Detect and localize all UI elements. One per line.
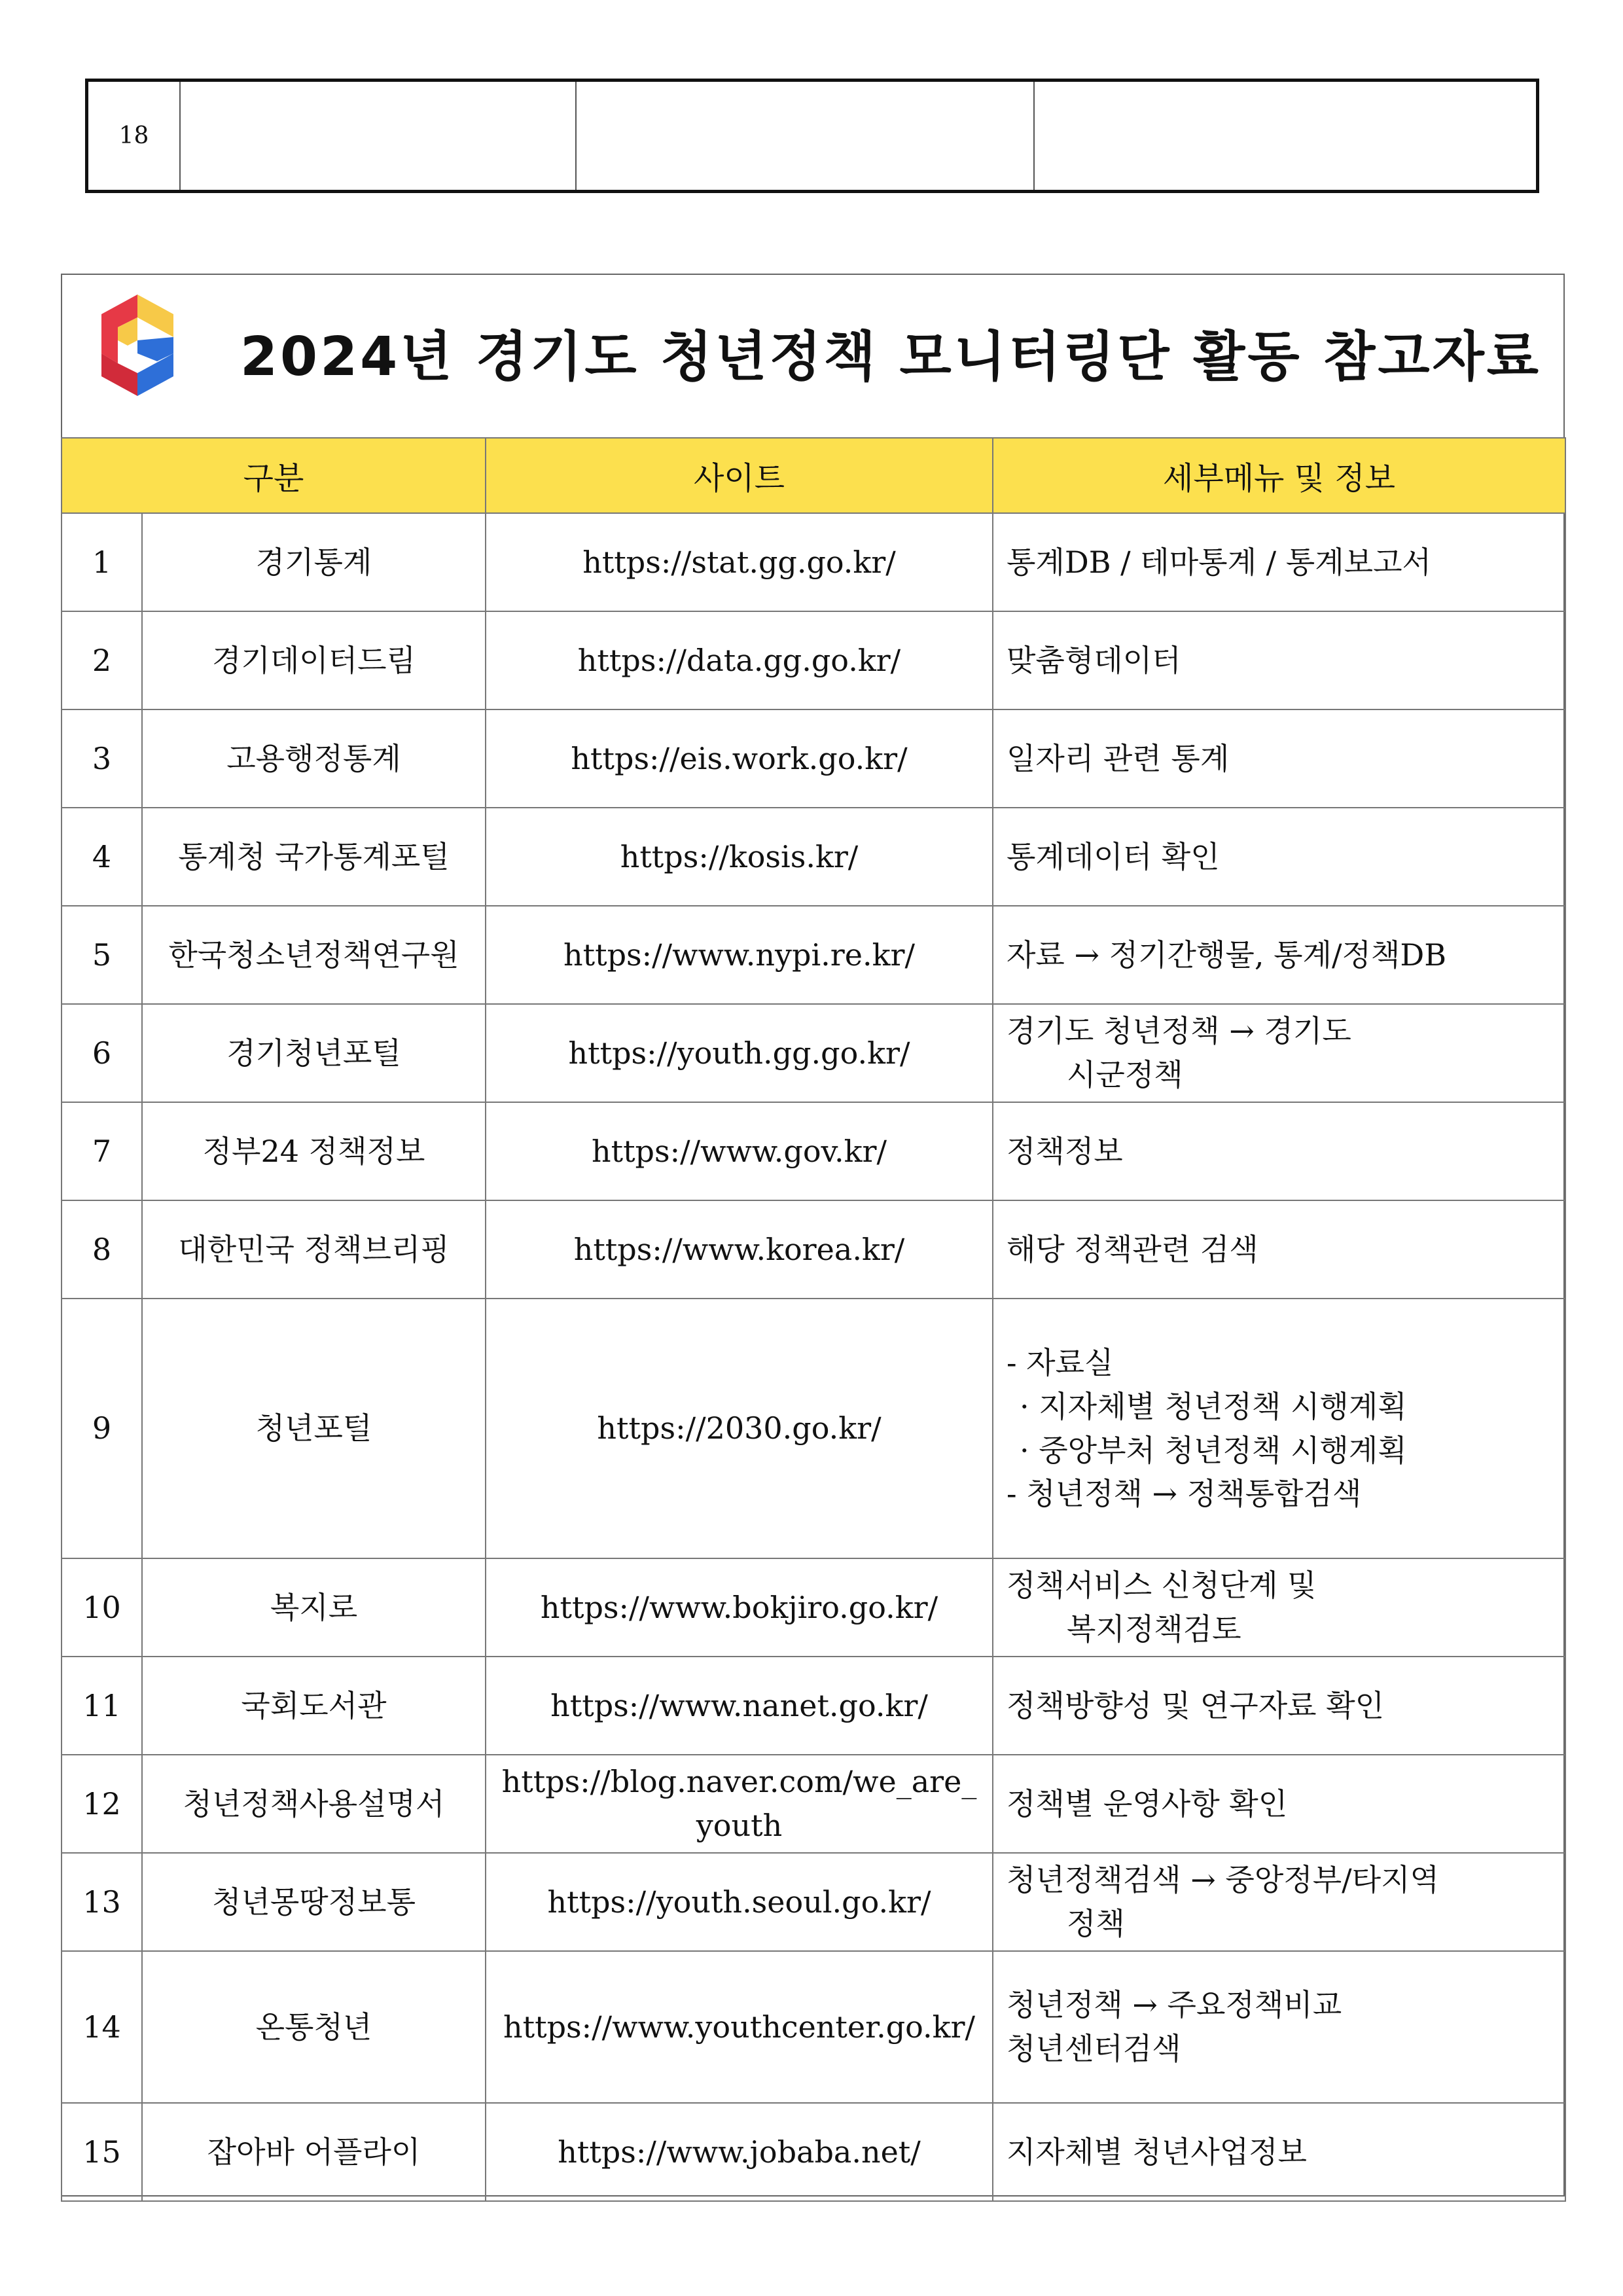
table-row <box>62 1102 1565 1200</box>
table-row <box>62 2103 1565 2201</box>
site-name: 온통청년 <box>142 1951 486 2103</box>
detail-line: - 청년정책 → 정책통합검색 <box>1007 1476 1362 1512</box>
detail-line: 복지정책검토 <box>1067 1611 1241 1647</box>
site-name: 한국청소년정책연구원 <box>142 906 486 1004</box>
row-number: 13 <box>62 1853 142 1951</box>
detail-line: 청년센터검색 <box>1007 2031 1181 2066</box>
detail-info <box>993 1951 1565 2103</box>
site-url-link[interactable]: https://stat.gg.go.kr/ <box>486 513 993 611</box>
site-url-link[interactable]: https://www.nanet.go.kr/ <box>486 1657 993 1755</box>
row-number: 4 <box>62 808 142 906</box>
detail-info <box>993 1102 1565 1200</box>
site-name: 국회도서관 <box>142 1657 486 1755</box>
site-url-link[interactable]: https://www.bokjiro.go.kr/ <box>486 1558 993 1657</box>
table-row <box>62 611 1565 709</box>
site-name: 경기데이터드림 <box>142 611 486 709</box>
reference-grid <box>61 437 1566 2202</box>
site-url-link[interactable]: https://www.gov.kr/ <box>486 1102 993 1200</box>
detail-line: 일자리 관련 통계 <box>1007 740 1230 776</box>
header-category: 구분 <box>62 438 486 513</box>
table-row <box>62 1853 1565 1951</box>
header-detail: 세부메뉴 및 정보 <box>993 438 1565 513</box>
detail-line: 청년정책검색 → 중앙정부/타지역 <box>1007 1862 1439 1898</box>
detail-info <box>993 1200 1565 1299</box>
detail-line: · 지자체별 청년정책 시행계획 <box>1020 1388 1407 1424</box>
detail-line: 정책정보 <box>1007 1133 1123 1169</box>
row-number: 1 <box>62 513 142 611</box>
header-row <box>62 438 1565 513</box>
detail-info <box>993 906 1565 1004</box>
site-url-link[interactable]: https://kosis.kr/ <box>486 808 993 906</box>
site-url-link[interactable]: https://youth.seoul.go.kr/ <box>486 1853 993 1951</box>
table-row <box>62 1299 1565 1558</box>
reference-table <box>61 274 1565 2197</box>
detail-line: 정책서비스 신청단계 및 <box>1007 1568 1317 1604</box>
site-url-link[interactable]: https://youth.gg.go.kr/ <box>486 1004 993 1102</box>
row-number-cell: 18 <box>88 82 181 190</box>
table-row <box>62 709 1565 808</box>
site-url-link[interactable]: https://www.youthcenter.go.kr/ <box>486 1951 993 2103</box>
empty-cell <box>577 82 1035 190</box>
table-row <box>62 1657 1565 1755</box>
detail-info <box>993 1004 1565 1102</box>
detail-line: - 자료실 <box>1007 1345 1114 1381</box>
detail-info <box>993 1657 1565 1755</box>
row-number: 15 <box>62 2103 142 2201</box>
row-number: 12 <box>62 1755 142 1853</box>
row-number: 10 <box>62 1558 142 1657</box>
page-title: 2024년 경기도 청년정책 모니터링단 활동 참고자료 <box>240 326 1541 388</box>
detail-line: 정책방향성 및 연구자료 확인 <box>1007 1687 1385 1723</box>
detail-line: 청년정책 → 주요정책비교 <box>1007 1987 1342 2023</box>
table-row <box>62 1951 1565 2103</box>
detail-info <box>993 513 1565 611</box>
table-row <box>62 1755 1565 1853</box>
detail-info <box>993 808 1565 906</box>
site-name: 정부24 정책정보 <box>142 1102 486 1200</box>
detail-line: 해당 정책관련 검색 <box>1007 1231 1258 1267</box>
title-bar <box>62 275 1563 437</box>
header-site: 사이트 <box>486 438 993 513</box>
row-number: 3 <box>62 709 142 808</box>
site-name: 경기청년포털 <box>142 1004 486 1102</box>
row-number: 8 <box>62 1200 142 1299</box>
table-row <box>62 1004 1565 1102</box>
gyeonggi-logo-icon <box>88 288 187 399</box>
row-number: 7 <box>62 1102 142 1200</box>
detail-line: 통계DB / 테마통계 / 통계보고서 <box>1007 544 1431 580</box>
table-row <box>62 1200 1565 1299</box>
detail-line: 정책 <box>1067 1906 1125 1941</box>
row-number: 11 <box>62 1657 142 1755</box>
row-number: 2 <box>62 611 142 709</box>
detail-info <box>993 2103 1565 2201</box>
site-url-link[interactable]: https://www.nypi.re.kr/ <box>486 906 993 1004</box>
row-number: 9 <box>62 1299 142 1558</box>
table-row <box>62 513 1565 611</box>
detail-info <box>993 1558 1565 1657</box>
detail-line: 시군정책 <box>1067 1057 1183 1092</box>
detail-line: 맞춤형데이터 <box>1007 642 1181 678</box>
detail-line: · 중앙부처 청년정책 시행계획 <box>1020 1432 1407 1468</box>
site-name: 고용행정통계 <box>142 709 486 808</box>
row-number: 6 <box>62 1004 142 1102</box>
site-url-link[interactable]: https://www.jobaba.net/ <box>486 2103 993 2201</box>
site-name: 청년몽땅정보통 <box>142 1853 486 1951</box>
detail-line: 자료 → 정기간행물, 통계/정책DB <box>1007 937 1447 973</box>
row-number: 5 <box>62 906 142 1004</box>
site-url-link[interactable]: https://2030.go.kr/ <box>486 1299 993 1558</box>
detail-line: 통계데이터 확인 <box>1007 838 1220 874</box>
detail-line: 지자체별 청년사업정보 <box>1007 2134 1307 2170</box>
site-name: 잡아바 어플라이 <box>142 2103 486 2201</box>
empty-cell <box>1035 82 1536 190</box>
site-url-link[interactable]: https://blog.naver.com/we_are_youth <box>486 1755 993 1853</box>
detail-info <box>993 709 1565 808</box>
site-url-link[interactable]: https://eis.work.go.kr/ <box>486 709 993 808</box>
site-name: 청년포털 <box>142 1299 486 1558</box>
previous-table-row <box>85 79 1539 193</box>
site-url-link[interactable]: https://data.gg.go.kr/ <box>486 611 993 709</box>
table-row <box>62 906 1565 1004</box>
site-name: 청년정책사용설명서 <box>142 1755 486 1853</box>
site-name: 복지로 <box>142 1558 486 1657</box>
detail-info <box>993 1755 1565 1853</box>
table-row <box>62 1558 1565 1657</box>
site-url-link[interactable]: https://www.korea.kr/ <box>486 1200 993 1299</box>
detail-info <box>993 611 1565 709</box>
row-number: 14 <box>62 1951 142 2103</box>
site-name: 대한민국 정책브리핑 <box>142 1200 486 1299</box>
table-row <box>62 808 1565 906</box>
detail-info <box>993 1299 1565 1558</box>
empty-cell <box>181 82 577 190</box>
detail-info <box>993 1853 1565 1951</box>
site-name: 경기통계 <box>142 513 486 611</box>
detail-line: 정책별 운영사항 확인 <box>1007 1785 1288 1821</box>
detail-line: 경기도 청년정책 → 경기도 <box>1007 1013 1351 1049</box>
site-name: 통계청 국가통계포털 <box>142 808 486 906</box>
